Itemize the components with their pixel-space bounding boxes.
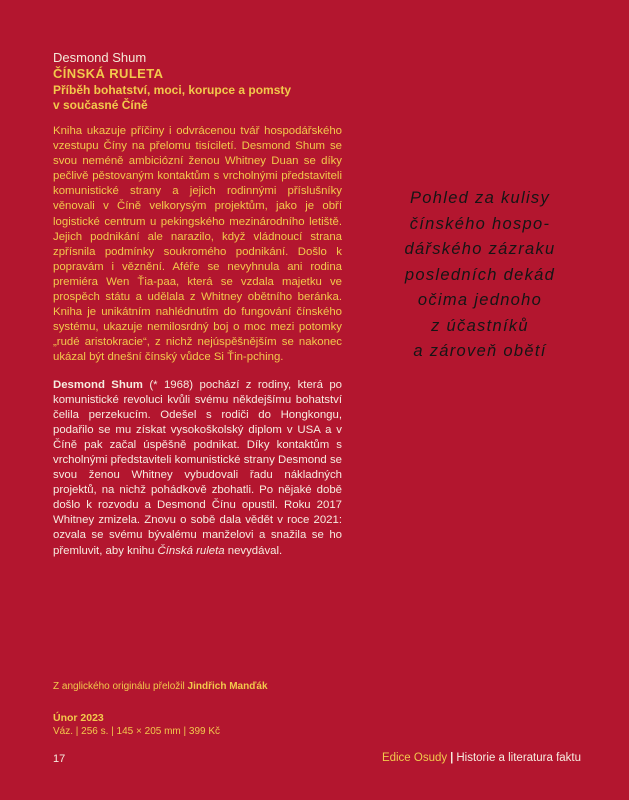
book-entry bbox=[53, 50, 342, 559]
translator-prefix: Z anglického originálu přeložil bbox=[53, 681, 188, 692]
bio-text-end: nevydával. bbox=[224, 544, 283, 557]
series-separator: | bbox=[450, 752, 454, 764]
quote-line: čínského hospo- bbox=[409, 214, 551, 233]
series-category: Historie a literatura faktu bbox=[456, 752, 581, 764]
quote-line: dářského zázraku bbox=[404, 240, 556, 258]
book-specs: Váz. | 256 s. | 145 × 205 mm | 399 Kč bbox=[53, 726, 221, 737]
quote-line: posledních dekád bbox=[404, 265, 556, 284]
quote-line: z účastníků bbox=[431, 316, 529, 335]
author-bio bbox=[53, 378, 342, 559]
release-date: Únor 2023 bbox=[53, 712, 104, 724]
bio-author-name: Desmond Shum bbox=[53, 378, 143, 391]
subtitle-line: v současné Číně bbox=[53, 98, 148, 112]
quote-line: a zároveň obětí bbox=[413, 342, 547, 360]
book-subtitle bbox=[53, 83, 342, 113]
translator-name: Jindřich Manďák bbox=[187, 681, 268, 692]
bio-book-title: Čínská ruleta bbox=[157, 544, 225, 557]
series-name: Edice Osudy bbox=[381, 752, 448, 764]
page-number: 17 bbox=[53, 753, 66, 765]
book-description: Kniha ukazuje příčiny i odvrácenou tvář hospodářského vzestupu Číny na přelomu tisíciletí. Desmond Shum se svou neméně ambiciózní ženou Whitney Duan se díky pečlivě pěstovaným kontaktům s vrcholnými představiteli komunistické strany a jejich rodinnými příslušníky věnovali v Číně velkorysým projektům, jako je obří logistické centrum u pekingského mezinárodního letiště. Jejich podnikání ale narazilo, když vládnoucí strana zpřísnila podmínky soukromého podnikání. Došlo k popravám i věznění. Aféře se nevyhnula ani rodina premiéra Wen Ťia-paa, která se vzdala majetku ve prospěch státu a udělala z Whitney obětního beránka. Kniha je unikátním nahlédnutím do fungování čínského systému, ukazuje nemilosrdný boj o moc mezi potomky „rudé aristokracie“, z nichž nejúspěšnějším se nakonec ukázal být dnešní čínský vůdce Si Ťin-pching. bbox=[53, 125, 342, 364]
bio-text: (* 1968) pochází z rodiny, která po komunistické revoluci kvůli svému někdejšímu bohatství čelila perzekucím. Odešel s rodiči do Hongkongu, podařilo se mu získat vysokoškolský diplom v USA a v Číně pak začal úspěšně podnikat. Díky kontaktům s vrcholnými představiteli komunistické strany Desmond se svou ženou Whitney vybudovali řadu nákladných projektů, na nichž pohádkově zbohatli. Po nějaké době došlo k rozvodu a Desmond Čínu opustil. Roku 2017 Whitney zmizela. Znovu o sobě dala vědět v roce 2021: ozvala se svému bývalému manželovi a snažila se ho přemluvit, aby knihu bbox=[53, 378, 342, 557]
quote-line: Pohled za kulisy bbox=[409, 189, 551, 207]
series-footer bbox=[382, 752, 581, 764]
subtitle-line: Příběh bohatství, moci, korupce a pomsty bbox=[53, 83, 292, 97]
quote-line: očima jednoho bbox=[417, 291, 543, 309]
translator-credit bbox=[53, 681, 268, 692]
author-name: Desmond Shum bbox=[53, 50, 147, 65]
book-title: ČÍNSKÁ RULETA bbox=[53, 66, 164, 81]
pull-quote bbox=[365, 186, 595, 365]
